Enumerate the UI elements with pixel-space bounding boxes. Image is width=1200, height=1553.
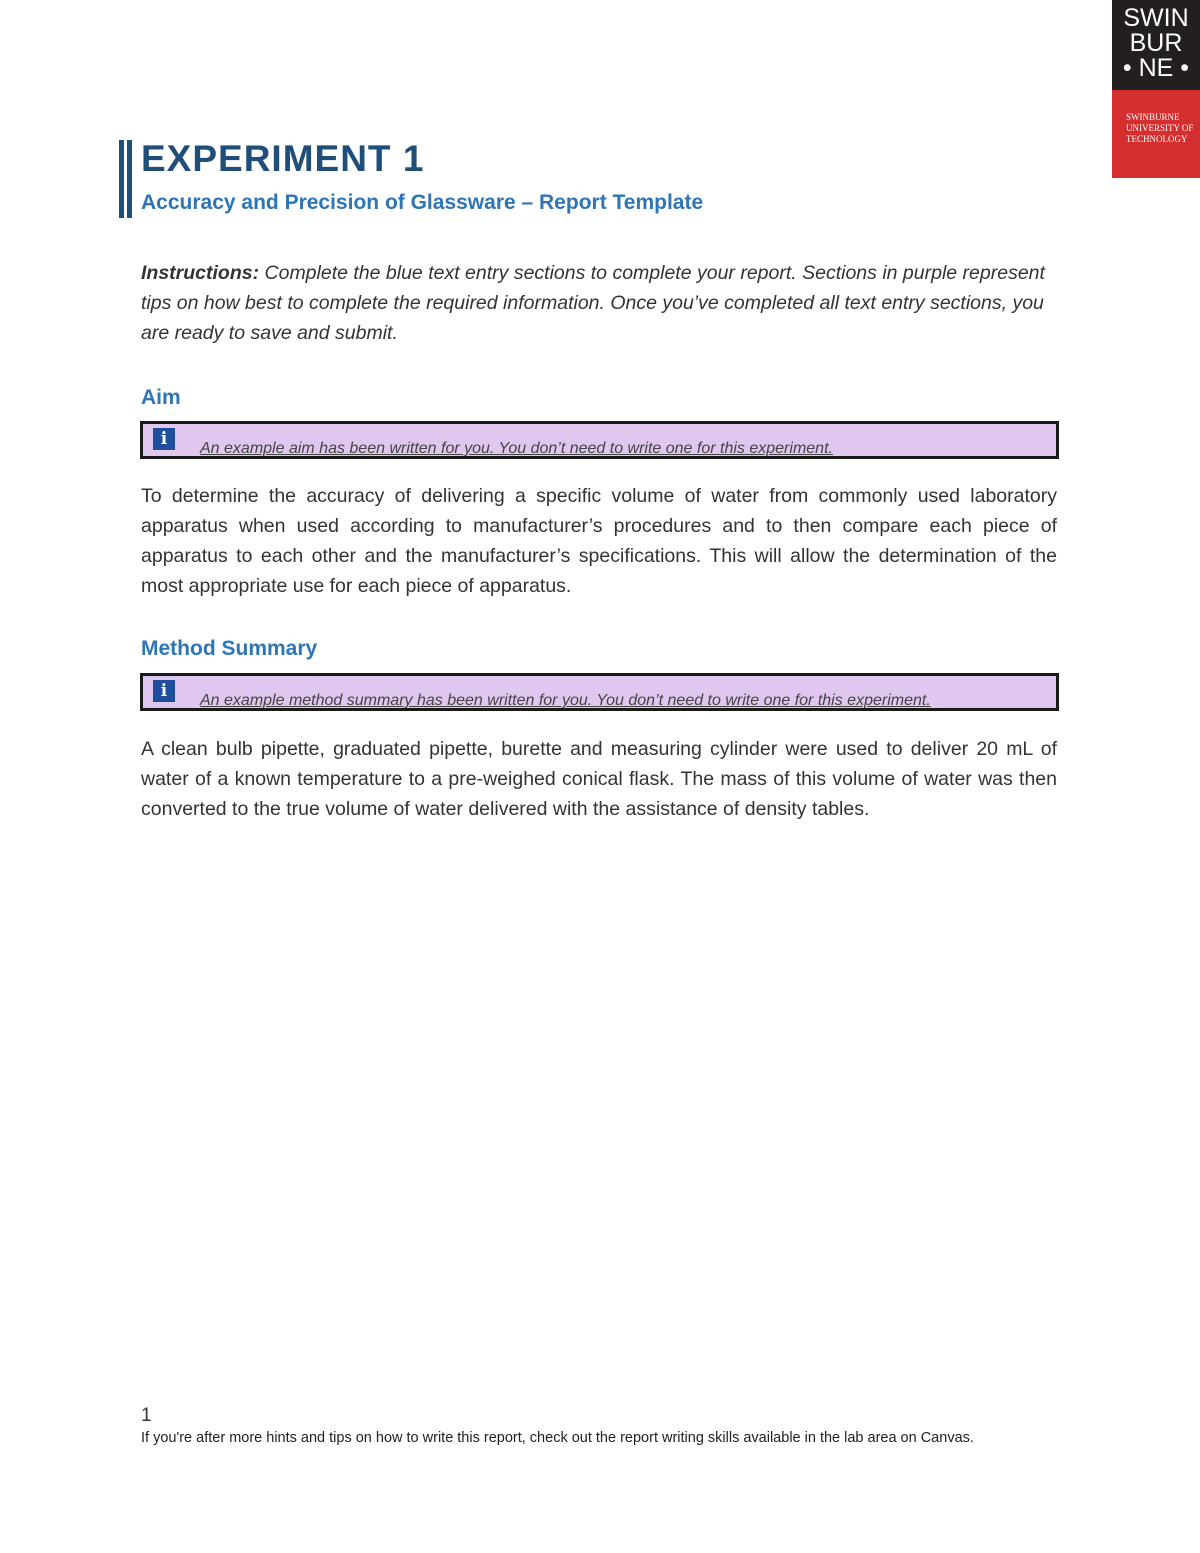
title-accent-bar-left bbox=[119, 140, 124, 218]
logo-line-3: • NE • bbox=[1122, 54, 1190, 82]
page-subtitle: Accuracy and Precision of Glassware – Report Template bbox=[141, 191, 704, 214]
info-icon: i bbox=[153, 680, 175, 702]
instructions-paragraph bbox=[141, 258, 1057, 348]
logo-sub-3: TECHNOLOGY bbox=[1126, 134, 1188, 144]
aim-tip-text: An example aim has been written for you. You don’t need to write one for this experiment. bbox=[200, 440, 833, 457]
logo-sub-2: UNIVERSITY OF bbox=[1126, 123, 1194, 133]
university-logo bbox=[1112, 0, 1200, 178]
method-tip-text: An example method summary has been written for you. You don’t need to write one for this experiment. bbox=[200, 692, 931, 709]
logo-sub-1: SWINBURNE bbox=[1126, 112, 1180, 122]
page-number: 1 bbox=[141, 1405, 152, 1426]
title-accent-bar-right bbox=[127, 140, 132, 218]
method-heading: Method Summary bbox=[141, 637, 318, 660]
method-body[interactable]: A clean bulb pipette, graduated pipette, burette and measuring cylinder were used to deliver 20 mL of water of a known temperature to a pre-weighed conical flask. The mass of this volume of water was then converted to the true volume of water delivered with the assistance of density tables. bbox=[141, 738, 1057, 820]
instructions-text: Complete the blue text entry sections to complete your report. Sections in purple represent tips on how best to complete the required information. Once you’ve completed all text entry sections, you are ready to save and submit. bbox=[141, 262, 1045, 344]
logo-subtitle bbox=[1112, 90, 1200, 178]
footnote: If you're after more hints and tips on how to write this report, check out the report writing skills available in the lab area on Canvas. bbox=[141, 1430, 974, 1446]
logo-wordmark bbox=[1112, 0, 1200, 90]
method-tip-box bbox=[140, 673, 1059, 711]
aim-heading: Aim bbox=[141, 386, 181, 409]
logo-line-2: BUR bbox=[1129, 29, 1183, 57]
info-icon: i bbox=[153, 428, 175, 450]
aim-body[interactable]: To determine the accuracy of delivering a specific volume of water from commonly used laboratory apparatus when used according to manufacturer’s procedures and to then compare each piece of apparatus to each other and the manufacturer’s specifications. This will allow the determination of the most appropriate use for each piece of apparatus. bbox=[141, 485, 1057, 597]
aim-tip-box bbox=[140, 421, 1059, 459]
logo-line-1: SWIN bbox=[1123, 4, 1189, 32]
instructions-label: Instructions: bbox=[141, 262, 260, 284]
title-accent-bars bbox=[119, 140, 133, 218]
page-title: EXPERIMENT 1 bbox=[141, 138, 425, 179]
